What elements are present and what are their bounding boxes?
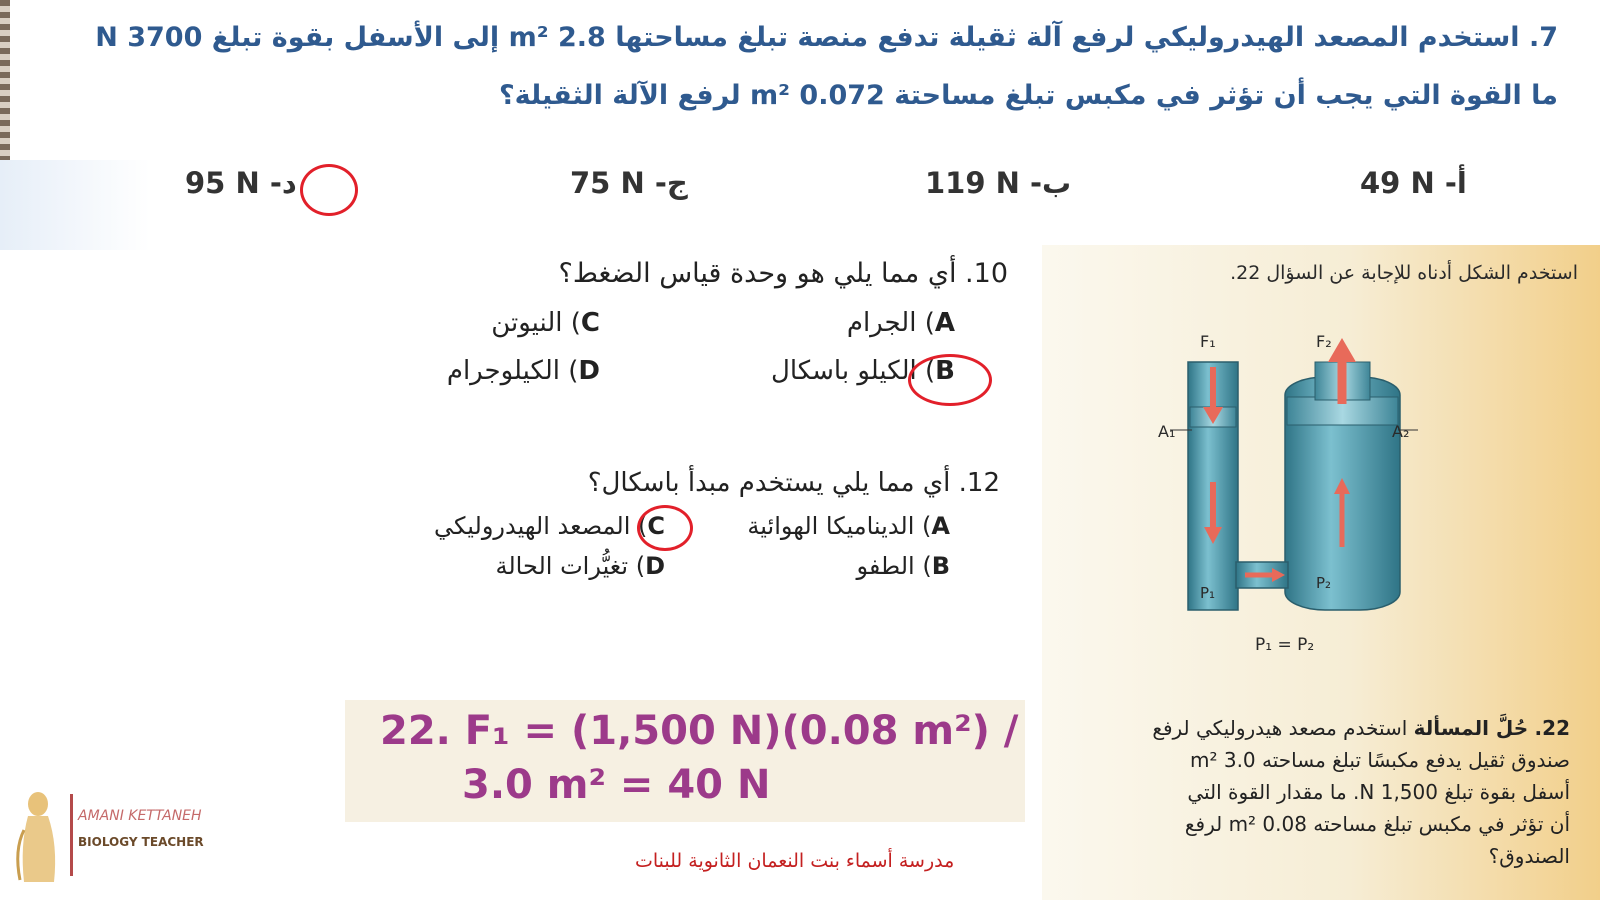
q22-line-4: أن تؤثر في مكبس تبلغ مساحته 0.08 m² لرفع bbox=[1184, 812, 1570, 836]
figure-caption: استخدم الشكل أدناه للإجابة عن السؤال 22. bbox=[1230, 262, 1578, 284]
label-f1: F₁ bbox=[1200, 332, 1216, 351]
hydraulic-lift-diagram bbox=[1150, 322, 1440, 672]
q12-option-d[interactable]: D) تغيُّرات الحالة bbox=[495, 552, 665, 580]
q10-question: 10. أي مما يلي هو وحدة قياس الضغط؟ bbox=[558, 258, 1008, 289]
q7-choice-c[interactable] bbox=[570, 166, 688, 200]
q10-answer-circle bbox=[908, 354, 992, 406]
q22-heading: حُلَّ المسألة bbox=[1413, 716, 1529, 740]
q12-option-a[interactable]: A) الديناميكا الهوائية bbox=[747, 512, 950, 540]
figure-silhouette-icon bbox=[10, 790, 70, 885]
q12-option-d-text: تغيُّرات الحالة bbox=[495, 552, 629, 580]
q10-option-d[interactable]: D) الكيلوجرام bbox=[446, 356, 600, 386]
q7-choice-d[interactable] bbox=[185, 166, 297, 200]
q12-option-a-text: الديناميكا الهوائية bbox=[747, 512, 915, 540]
q12-option-b[interactable]: B) الطفو bbox=[856, 552, 950, 580]
q10-option-b-letter: B bbox=[935, 356, 955, 386]
label-a1: A₁ bbox=[1158, 422, 1176, 441]
q7-answer-circle bbox=[300, 164, 358, 216]
q10-option-a[interactable]: A) الجرام bbox=[846, 308, 955, 338]
q7-choice-b[interactable] bbox=[925, 166, 1071, 200]
q12-option-c-letter: C bbox=[647, 512, 665, 540]
label-f2: F₂ bbox=[1316, 332, 1332, 351]
q10-option-c-letter: C bbox=[580, 308, 600, 338]
q7-choice-a[interactable] bbox=[1360, 166, 1467, 200]
q7-choice-a-value: 49 N bbox=[1360, 166, 1435, 200]
q22-problem bbox=[1070, 712, 1570, 872]
pressure-equation: P₁ = P₂ bbox=[1255, 635, 1315, 655]
q10-option-d-text: الكيلوجرام bbox=[446, 356, 560, 386]
teacher-logo bbox=[10, 788, 210, 888]
page-binding-edge bbox=[0, 0, 10, 160]
f2-arrowhead-icon bbox=[1328, 338, 1356, 362]
q7-choice-b-value: 119 N bbox=[925, 166, 1020, 200]
q10-option-c[interactable]: C) النيوتن bbox=[491, 308, 600, 338]
q22-line-3: أسفل بقوة تبلغ 1,500 N. ما مقدار القوة التي bbox=[1187, 780, 1570, 804]
scan-tint bbox=[0, 160, 150, 250]
q12-option-a-letter: A bbox=[931, 512, 950, 540]
q10-option-b[interactable]: B) الكيلو باسكال bbox=[770, 356, 955, 386]
q7-choice-d-letter: د- bbox=[269, 166, 297, 200]
school-name: مدرسة أسماء بنت النعمان الثانوية للبنات bbox=[635, 850, 955, 872]
q12-option-b-text: الطفو bbox=[856, 552, 915, 580]
q12-option-c-text: المصعد الهيدروليكي bbox=[434, 512, 631, 540]
logo-name: AMANI KETTANEH bbox=[78, 808, 202, 824]
q7-choice-b-letter: ب- bbox=[1030, 166, 1072, 200]
logo-divider bbox=[70, 794, 73, 876]
q7-choice-c-letter: ج- bbox=[654, 166, 688, 200]
q22-answer-line-1: 22. F₁ = (1,500 N)(0.08 m²) / bbox=[380, 708, 1019, 754]
q7-line-2: ما القوة التي يجب أن تؤثر في مكبس تبلغ مساحتة 0.072 m² لرفع الآلة الثقيلة؟ bbox=[498, 80, 1558, 111]
q22-answer-line-2: 3.0 m² = 40 N bbox=[462, 762, 771, 808]
q7-choice-d-value: 95 N bbox=[185, 166, 260, 200]
q22-line-2: صندوق ثقيل يدفع مكبسًا تبلغ مساحته 3.0 m² bbox=[1189, 748, 1570, 772]
q12-option-b-letter: B bbox=[931, 552, 950, 580]
q10-option-a-letter: A bbox=[934, 308, 955, 338]
q7-line-1: 7. استخدم المصعد الهيدروليكي لرفع آلة ثقيلة تدفع منصة تبلغ مساحتها 2.8 m² إلى الأسفل بقوة تبلغ 3700 N bbox=[95, 22, 1558, 53]
label-p1: P₁ bbox=[1200, 584, 1216, 602]
q12-option-d-letter: D bbox=[645, 552, 665, 580]
label-p2: P₂ bbox=[1316, 574, 1332, 592]
q22-line-5: الصندوق؟ bbox=[1488, 844, 1570, 868]
q7-choice-a-letter: أ- bbox=[1444, 166, 1467, 200]
q12-question: 12. أي مما يلي يستخدم مبدأ باسكال؟ bbox=[587, 468, 1000, 498]
q12-option-c[interactable]: C) المصعد الهيدروليكي bbox=[434, 512, 665, 540]
q10-option-a-text: الجرام bbox=[846, 308, 917, 338]
q7-choice-c-value: 75 N bbox=[570, 166, 645, 200]
q22-number: 22. bbox=[1534, 716, 1570, 740]
q22-line-1: استخدم مصعد هيدروليكي لرفع bbox=[1152, 716, 1408, 740]
q10-option-b-text: الكيلو باسكال bbox=[770, 356, 917, 386]
label-a2: A₂ bbox=[1392, 422, 1410, 441]
q10-option-c-text: النيوتن bbox=[491, 308, 563, 338]
logo-role: BIOLOGY TEACHER bbox=[78, 835, 204, 849]
q10-option-d-letter: D bbox=[578, 356, 600, 386]
q12-answer-circle bbox=[637, 505, 693, 551]
